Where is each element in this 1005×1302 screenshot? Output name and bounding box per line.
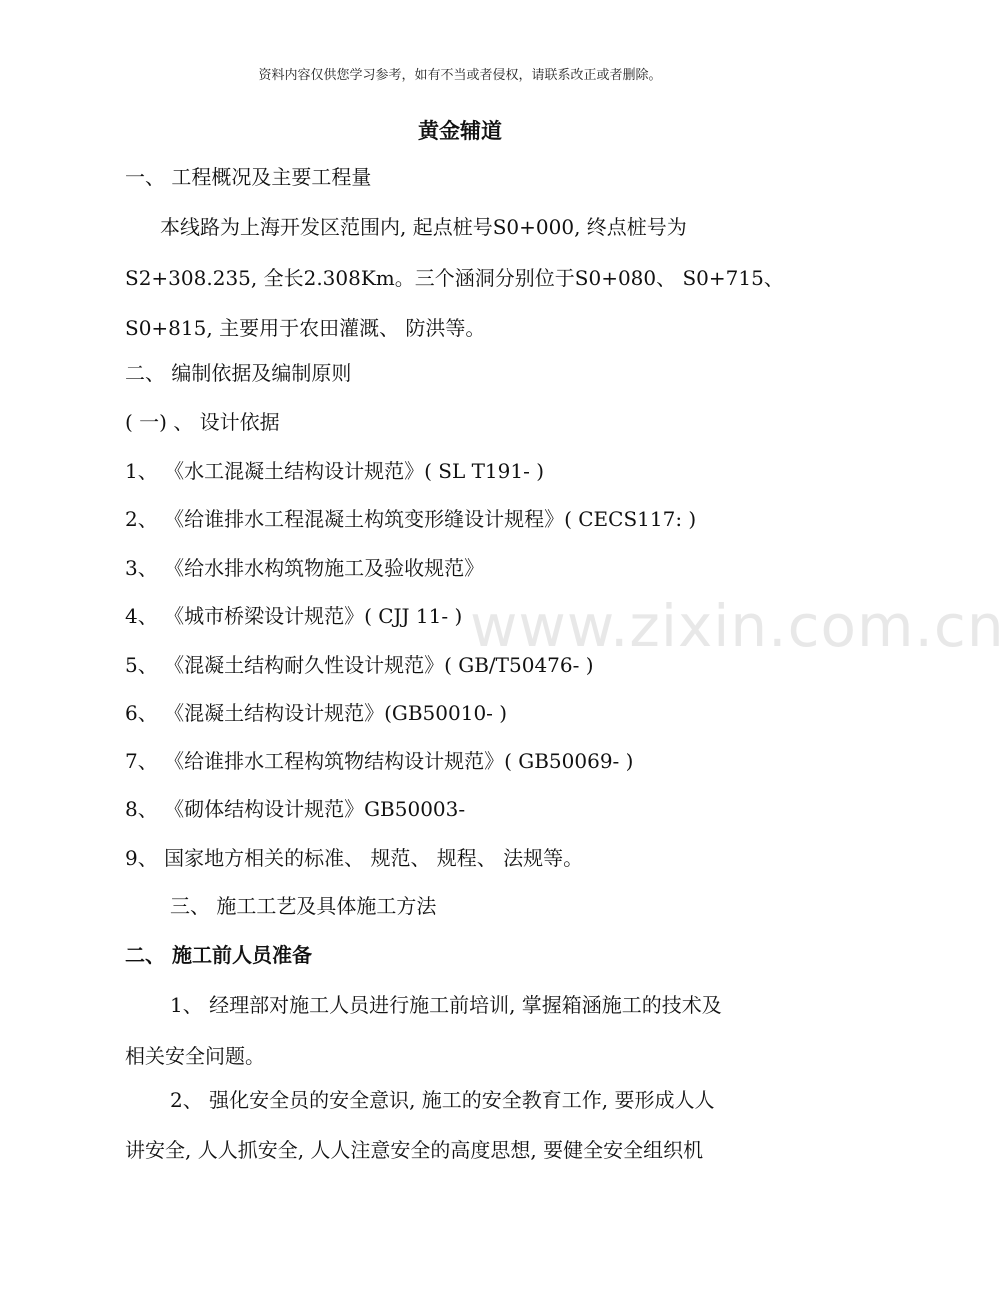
reference-item: 5、 《混凝土结构耐久性设计规范》( GB/T50476- ) [125,653,594,677]
section-3-heading: 三、 施工工艺及具体施工方法 [170,894,437,918]
header-note: 资料内容仅供您学习参考，如有不当或者侵权，请联系改正或者删除。 [258,68,662,83]
reference-item: 2、 《给谁排水工程混凝土构筑变形缝设计规程》( CECS117: ) [125,507,697,531]
section-4-paragraph-2-line-1: 2、 强化安全员的安全意识, 施工的安全教育工作, 要形成人人 [170,1088,715,1112]
section-1-paragraph-line-1: 本线路为上海开发区范围内, 起点桩号S0+000, 终点桩号为 [160,215,687,239]
section-4-paragraph-2-line-2: 讲安全, 人人抓安全, 人人注意安全的高度思想, 要健全安全组织机 [125,1138,704,1162]
reference-item: 9、 国家地方相关的标准、 规范、 规程、 法规等。 [125,846,584,870]
reference-item: 3、 《给水排水构筑物施工及验收规范》 [125,556,485,580]
reference-item: 7、 《给谁排水工程构筑物结构设计规范》( GB50069- ) [125,749,634,773]
section-4-paragraph-1-line-1: 1、 经理部对施工人员进行施工前培训, 掌握箱涵施工的技术及 [170,993,722,1017]
section-1-heading: 一、 工程概况及主要工程量 [125,165,372,189]
section-2-heading: 二、 编制依据及编制原则 [125,361,352,385]
reference-item: 1、 《水工混凝土结构设计规范》( SL T191- ) [125,459,545,483]
reference-item: 8、 《砌体结构设计规范》GB50003- [125,797,466,821]
document-title: 黄金辅道 [418,118,502,143]
watermark: www.zixin.com.cn [470,592,1005,660]
section-4-paragraph-1-line-2: 相关安全问题。 [125,1044,265,1068]
section-1-paragraph-line-3: S0+815, 主要用于农田灌溉、 防洪等。 [125,316,486,340]
reference-item: 4、 《城市桥梁设计规范》( CJJ 11- ) [125,604,463,628]
section-1-paragraph-line-2: S2+308.235, 全长2.308Km。三个涵洞分别位于S0+080、 S0+715、 [125,266,784,290]
section-4-heading: 二、 施工前人员准备 [125,943,312,967]
reference-item: 6、 《混凝土结构设计规范》(GB50010- ) [125,701,508,725]
section-2-subheading: ( 一) 、 设计依据 [125,410,280,434]
